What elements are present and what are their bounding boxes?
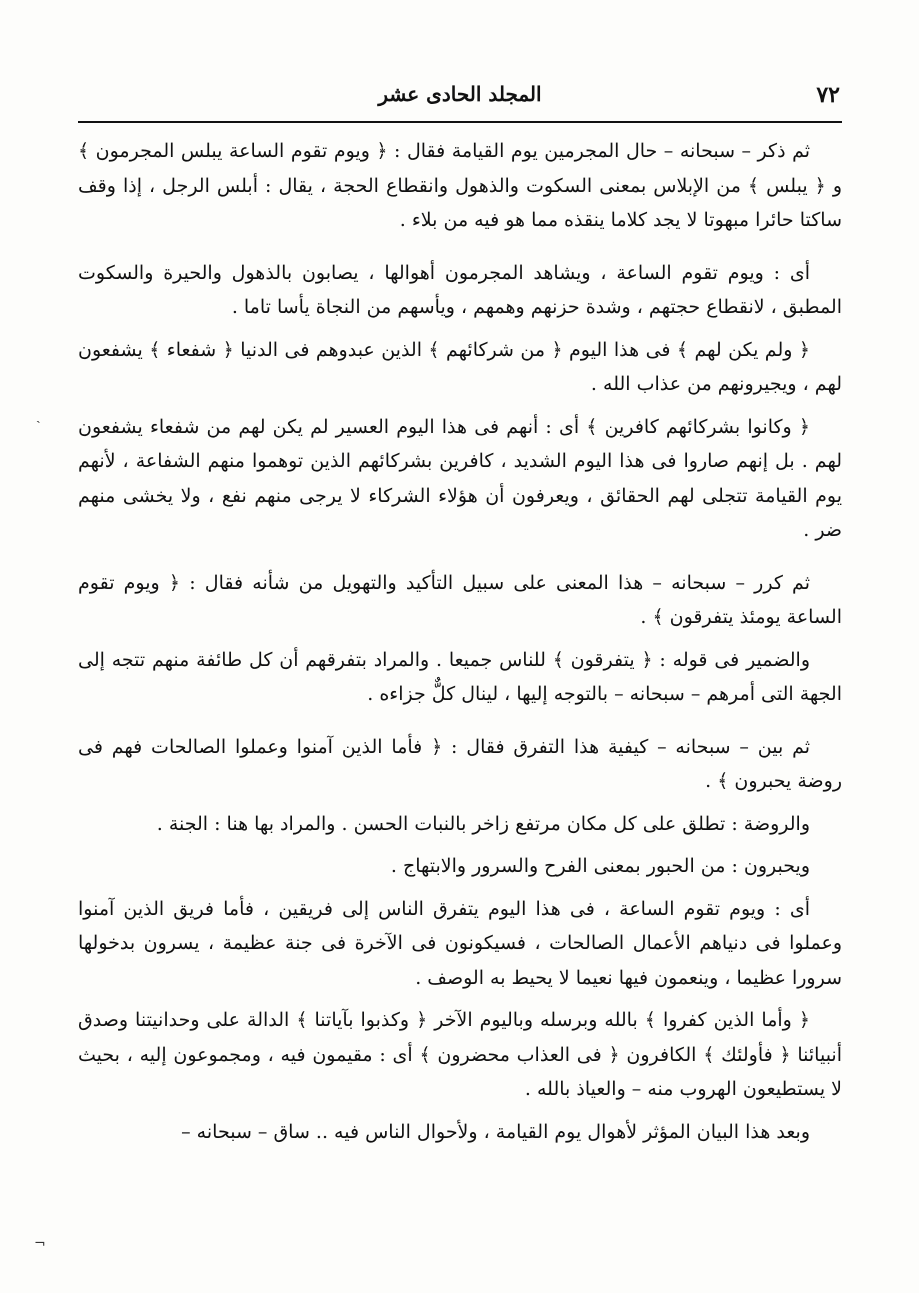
paragraph: أى : ويوم تقوم الساعة ، فى هذا اليوم يتفرق الناس إلى فريقين ، فأما فريق الذين آمنوا وعملوا فى دنياهم الأعمال الصالحات ، فسيكونون فى الآخرة فى جنة عظيمة ، يسرون بدخولها سرورا عظيما ، وينعمون فيها نعيما لا يحيط به الوصف . (78, 897, 842, 989)
running-title: المجلد الحادى عشر (378, 82, 542, 106)
paragraph: ثم ذكر – سبحانه – حال المجرمين يوم القيامة فقال : ﴿ ويوم تقوم الساعة يبلس المجرمون ﴾ و ﴿ يبلس ﴾ من الإبلاس بمعنى السكوت والذهول وانقطاع الحجة ، يقال : أبلس الرجل ، إذا وقف ساكتا حائرا مبهوتا لا يجد كلاما ينقذه مما هو فيه من بلاء . (78, 140, 842, 231)
paragraph: ﴿ ولم يكن لهم ﴾ فى هذا اليوم ﴿ من شركائهم ﴾ الذين عبدوهم فى الدنيا ﴿ شفعاء ﴾ يشفعون لهم ، ويجيرونهم من عذاب الله . (78, 338, 842, 395)
page-number: ٧٢ (816, 82, 840, 108)
margin-mark: ¬ (34, 1236, 46, 1252)
margin-mark: ˏ (36, 408, 41, 424)
paragraph: ﴿ وأما الذين كفروا ﴾ بالله وبرسله وباليوم الآخر ﴿ وكذبوا بآياتنا ﴾ الدالة على وحدانيتنا وصدق أنبيائنا ﴿ فأولئك ﴾ الكافرون ﴿ فى العذاب محضرون ﴾ أى : مقيمون فيه ، ومجموعون إليه ، بحيث لا يستطيعون الهروب منه – والعياذ بالله . (78, 1009, 842, 1100)
paragraph: وبعد هذا البيان المؤثر لأهوال يوم القيامة ، ولأحوال الناس فيه .. ساق – سبحانه – (181, 1120, 810, 1143)
header-rule (78, 121, 842, 123)
paragraph: ﴿ وكانوا بشركائهم كافرين ﴾ أى : أنهم فى هذا اليوم العسير لم يكن لهم من شفعاء يشفعون لهم . بل إنهم صاروا فى هذا اليوم الشديد ، كافرين بشركائهم الذين توهموا منهم الشفاعة ، لأنهم يوم القيامة تتجلى لهم الحقائق ، ويعرفون أن هؤلاء الشركاء لا يرجى منهم نفع ، ولا يخشى منهم ضر . (78, 415, 842, 541)
paragraph: والضمير فى قوله : ﴿ يتفرقون ﴾ للناس جميعا . والمراد بتفرقهم أن كل طائفة منهم تتجه إلى الجهة التى أمرهم – سبحانه – بالتوجه إليها ، لينال كلٌّ جزاءه . (78, 648, 842, 705)
page-header (78, 78, 842, 114)
paragraph: ويحبرون : من الحبور بمعنى الفرح والسرور والابتهاج . (390, 855, 810, 877)
paragraph: ثم بين – سبحانه – كيفية هذا التفرق فقال : ﴿ فأما الذين آمنوا وعملوا الصالحات فهم فى روضة يحبرون ﴾ . (78, 735, 842, 792)
body-text (78, 134, 842, 1157)
paragraph: ثم كرر – سبحانه – هذا المعنى على سبيل التأكيد والتهويل من شأنه فقال : ﴿ ويوم تقوم الساعة يومئذ يتفرقون ﴾ . (78, 571, 842, 628)
paragraph: أى : ويوم تقوم الساعة ، ويشاهد المجرمون أهوالها ، يصابون بالذهول والحيرة والسكوت المطبق ، لانقطاع حجتهم ، وشدة حزنهم وهمهم ، ويأسهم من النجاة يأسا تاما . (78, 261, 842, 318)
paragraph: والروضة : تطلق على كل مكان مرتفع زاخر بالنبات الحسن . والمراد بها هنا : الجنة . (156, 812, 810, 835)
